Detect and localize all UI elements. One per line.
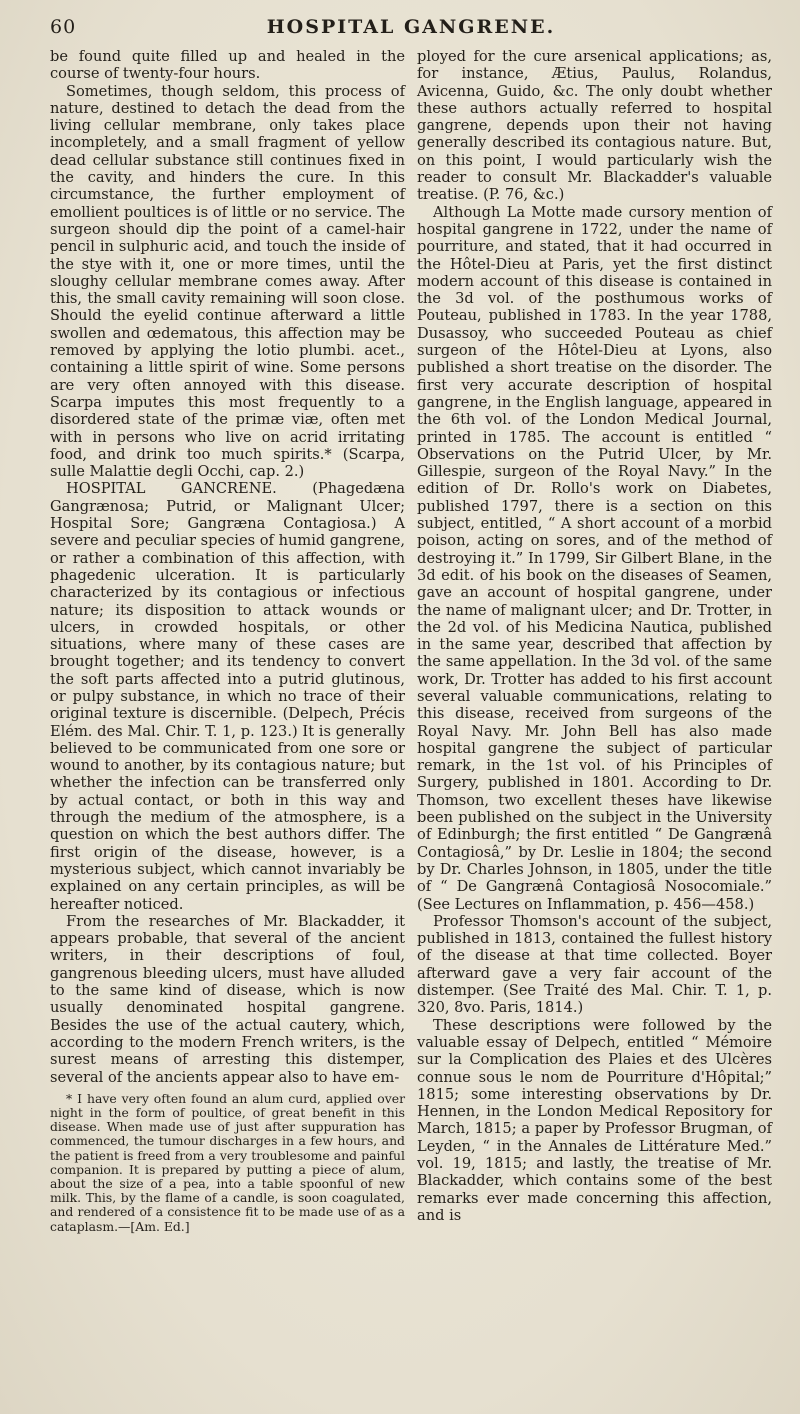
- text-columns: [50, 48, 772, 1234]
- paragraph: HOSPITAL GANCRENE. (Phagedæna Gangrænosa; Putrid, or Malignant Ulcer; Hospital Sore; Gangræna Contagiosa.) A severe and peculiar species of humid gangrene, or rather a combination of this affection, with phagedenic ulceration. It is particularly characterized by its contagious or infectious nature; its disposition to attack wounds or ulcers, in crowded hospitals, or other situations, where many of these cases are brought together; and its tendency to convert the soft parts affected into a putrid glutinous, or pulpy substance, in which no trace of their original texture is discernible. (Delpech, Précis Elém. des Mal. Chir. T. 1, p. 123.) It is generally believed to be communicated from one sore or wound to another, by its contagious nature; but whether the infection can be transferred only by actual contact, or both in this way and through the medium of the atmosphere, is a question on which the best authors differ. The first origin of the disease, however, is a mysterious subject, which cannot invariably be explained on any certain principles, as will be hereafter noticed.: [50, 480, 405, 913]
- page-title: HOSPITAL GANGRENE.: [266, 16, 556, 38]
- paragraph: Professor Thomson's account of the subject, published in 1813, contained the fullest history of the disease at that time collected. Boyer afterward gave a very fair account of the distemper. (See Traité des Mal. Chir. T. 1, p. 320, 8vo. Paris, 1814.): [417, 912, 772, 1017]
- running-head: [50, 14, 772, 44]
- paragraph: be found quite filled up and healed in the course of twenty-four hours.: [50, 48, 405, 83]
- paragraph: Although La Motte made cursory mention of hospital gangrene in 1722, under the name of pourriture, and stated, that it had occurred in the Hôtel-Dieu at Paris, yet the first distinct modern account of this disease is contained in the 3d vol. of the posthumous works of Pouteau, published in 1783. In the year 1788, Dusassoy, who succeeded Pouteau as chief surgeon of the Hôtel-Dieu at Lyons, also published a short treatise on the disorder. The first very accurate description of hospital gangrene, in the English language, appeared in the 6th vol. of the London Medical Journal, printed in 1785. The account is entitled “ Observations on the Putrid Ulcer, by Mr. Gillespie, surgeon of the Royal Navy.” In the edition of Dr. Rollo's work on Diabetes, published 1797, there is a section on this subject, entitled, “ A short account of a morbid poison, acting on sores, and of the method of destroying it.” In 1799, Sir Gilbert Blane, in the 3d edit. of his book on the diseases of Seamen, gave an account of hospital gangrene, under the name of malignant ulcer; and Dr. Trotter, in the 2d vol. of his Medicina Nautica, published in the same year, described that affection by the same appellation. In the 3d vol. of the same work, Dr. Trotter has added to his first account several valuable communications, relating to this disease, received from surgeons of the Royal Navy. Mr. John Bell has also made hospital gangrene the subject of particular remark, in the 1st vol. of his Principles of Surgery, published in 1801. According to Dr. Thomson, two excellent theses have likewise been published on the subject in the University of Edinburgh; the first entitled “ De Gangrænâ Contagiosâ,” by Dr. Leslie in 1804; the second by Dr. Charles Johnson, in 1805, under the title of “ De Gangrænâ Contagiosâ Nosocomiale.” (See Lectures on Inflammation, p. 456—458.): [417, 203, 772, 913]
- paragraph: These descriptions were followed by the valuable essay of Delpech, entitled “ Mémoire sur la Complication des Plaies et des Ulcères connue sous le nom de Pourriture d'Hôpital;” 1815; some interesting observations by Dr. Hennen, in the London Medical Repository for March, 1815; a paper by Professor Brugman, of Leyden, “ in the Annales de Littérature Med.” vol. 19, 1815; and lastly, the treatise of Mr. Blackadder, which contains some of the best remarks ever made concerning this affection, and is: [417, 1016, 772, 1224]
- page-number: 60: [50, 16, 77, 38]
- paragraph: Sometimes, though seldom, this process of nature, destined to detach the dead from the living cellular membrane, only takes place incompletely, and a small fragment of yellow dead cellular substance still continues fixed in the cavity, and hinders the cure. In this circumstance, the further employment of emollient poultices is of little or no service. The surgeon should dip the point of a camel-hair pencil in sulphuric acid, and touch the inside of the stye with it, one or more times, until the sloughy cellular membrane comes away. After this, the small cavity remaining will soon close. Should the eyelid continue afterward a little swollen and œdematous, this affection may be removed by applying the lotio plumbi. acet., containing a little spirit of wine. Some persons are very often annoyed with this disease. Scarpa imputes this most frequently to a disordered state of the primæ viæ, often met with in persons who live on acrid irritating food, and drink too much spirits.* (Scarpa, sulle Malattie degli Occhi, cap. 2.): [50, 82, 405, 481]
- footnote-text: * I have very often found an alum curd, applied over night in the form of poultice, of great benefit in this disease. When made use of just after suppuration has commenced, the tumour discharges in a few hours, and the patient is freed from a very troublesome and painful companion. It is prepared by putting a piece of alum, about the size of a pea, into a table spoonful of new milk. This, by the flame of a candle, is soon coagulated, and rendered of a consistence fit to be made use of as a cataplasm.—[Am. Ed.]: [50, 1090, 405, 1234]
- paragraph: From the researches of Mr. Blackadder, it appears probable, that several of the ancient writers, in their descriptions of foul, gangrenous bleeding ulcers, must have alluded to the same kind of disease, which is now usually denominated hospital gangrene. Besides the use of the actual cautery, which, according to the modern French writers, is the surest means of arresting this distemper, several of the ancients appear also to have em-: [50, 912, 405, 1086]
- left-column: [50, 48, 405, 1234]
- right-column: [417, 48, 772, 1234]
- paragraph: ployed for the cure arsenical applications; as, for instance, Ætius, Paulus, Rolandus, Avicenna, Guido, &c. The only doubt whether these authors actually referred to hospital gangrene, depends upon their not having generally described its contagious nature. But, on this point, I would particularly wish the reader to consult Mr. Blackadder's valuable treatise. (P. 76, &c.): [417, 48, 772, 204]
- footnote: [50, 1092, 405, 1234]
